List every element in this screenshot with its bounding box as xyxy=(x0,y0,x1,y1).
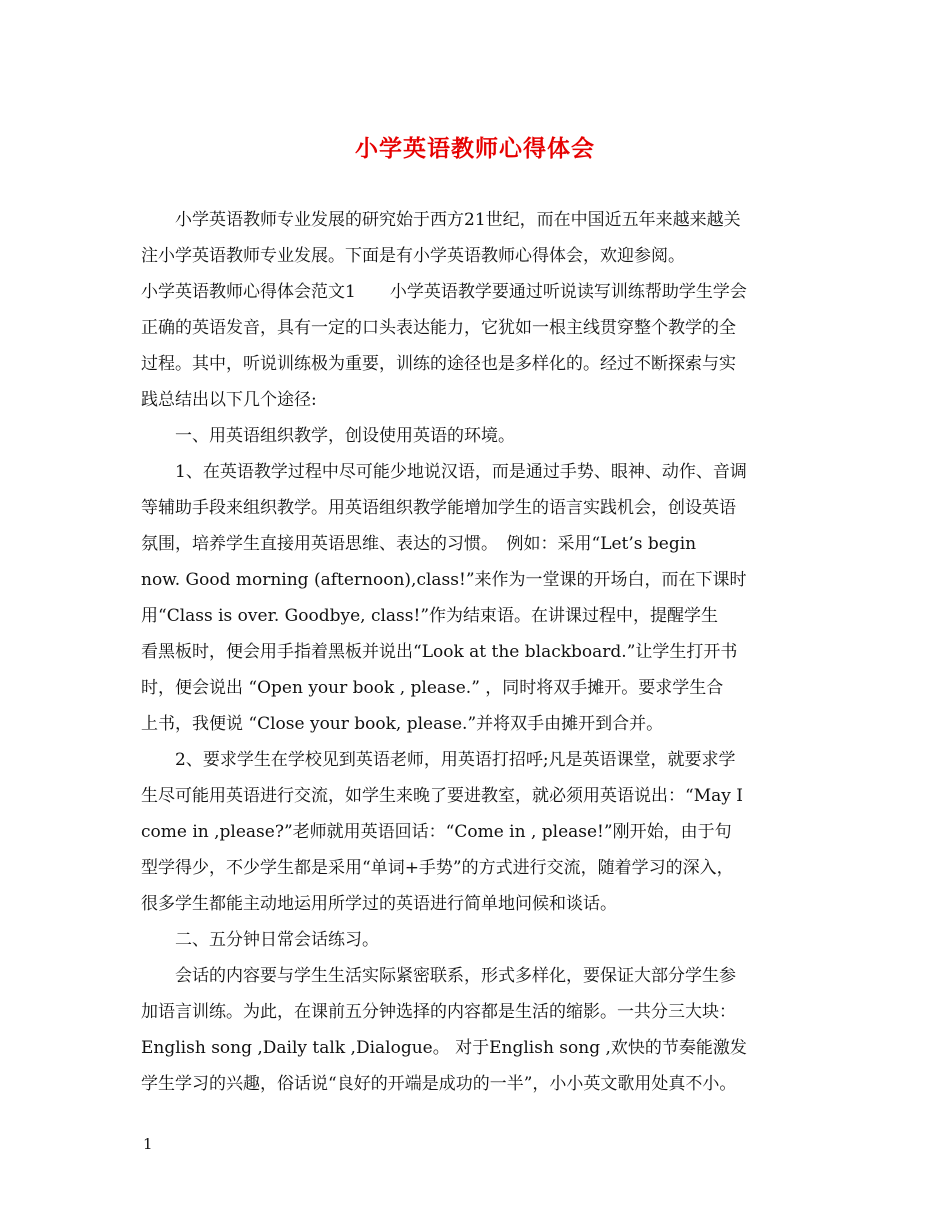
paragraph-line: 正确的英语发音，具有一定的口头表达能力，它犹如一根主线贯穿整个教学的全 xyxy=(141,318,736,338)
paragraph-line: 2、要求学生在学校见到英语老师，用英语打招呼;凡是英语课堂，就要求学 xyxy=(175,750,736,770)
paragraph-line: 等辅助手段来组织教学。用英语组织教学能增加学生的语言实践机会，创设英语 xyxy=(141,498,736,518)
paragraph-line: English song ,Daily talk ,Dialogue。 对于English song ,欢快的节奏能激发 xyxy=(141,1038,747,1058)
paragraph-line: 过程。其中，听说训练极为重要，训练的途径也是多样化的。经过不断探索与实 xyxy=(141,354,736,374)
section-heading: 二、五分钟日常会话练习。 xyxy=(175,930,379,950)
document-title: 小学英语教师心得体会 xyxy=(355,135,595,162)
paragraph-line: 小学英语教师心得体会范文1 小学英语教学要通过听说读写训练帮助学生学会 xyxy=(141,282,747,302)
paragraph-line: 上书，我便说 “Close your book, please.”并将双手由摊开到合并。 xyxy=(141,714,664,734)
paragraph-line: 用“Class is over. Goodbye, class!”作为结束语。在讲课过程中，提醒学生 xyxy=(141,606,719,626)
paragraph-line: 1、在英语教学过程中尽可能少地说汉语，而是通过手势、眼神、动作、音调 xyxy=(175,462,747,482)
paragraph-line: 践总结出以下几个途径: xyxy=(141,390,317,410)
paragraph-line: 氛围，培养学生直接用英语思维、表达的习惯。 例如：采用“Let’s begin xyxy=(141,534,697,554)
section-heading: 一、用英语组织教学，创设使用英语的环境。 xyxy=(175,426,515,446)
page-number: 1 xyxy=(143,1135,153,1153)
paragraph-line: 很多学生都能主动地运用所学过的英语进行简单地问候和谈话。 xyxy=(141,894,617,914)
paragraph-line: come in ,please?”老师就用英语回话：“Come in , please!”刚开始，由于句 xyxy=(141,822,732,842)
paragraph-line: 学生学习的兴趣，俗话说“良好的开端是成功的一半”，小小英文歌用处真不小。 xyxy=(141,1074,737,1094)
paragraph-line: 会话的内容要与学生生活实际紧密联系，形式多样化，要保证大部分学生参 xyxy=(175,966,736,986)
paragraph-line: 型学得少，不少学生都是采用“单词+手势”的方式进行交流，随着学习的深入， xyxy=(141,858,734,878)
paragraph-line: 生尽可能用英语进行交流，如学生来晚了要进教室，就必须用英语说出：“May I xyxy=(141,786,743,806)
paragraph-line: 小学英语教师专业发展的研究始于西方21世纪，而在中国近五年来越来越关 xyxy=(175,210,741,230)
paragraph-line: 加语言训练。为此，在课前五分钟选择的内容都是生活的缩影。一共分三大块： xyxy=(141,1002,736,1022)
paragraph-line: 时，便会说出 “Open your book , please.” ，同时将双手摊开。要求学生合 xyxy=(141,678,724,698)
paragraph-line: 看黑板时，便会用手指着黑板并说出“Look at the blackboard.”让学生打开书 xyxy=(141,642,738,662)
paragraph-line: 注小学英语教师专业发展。下面是有小学英语教师心得体会，欢迎参阅。 xyxy=(141,246,685,266)
paragraph-line: now. Good morning (afternoon),class!”来作为一堂课的开场白，而在下课时 xyxy=(141,570,747,590)
